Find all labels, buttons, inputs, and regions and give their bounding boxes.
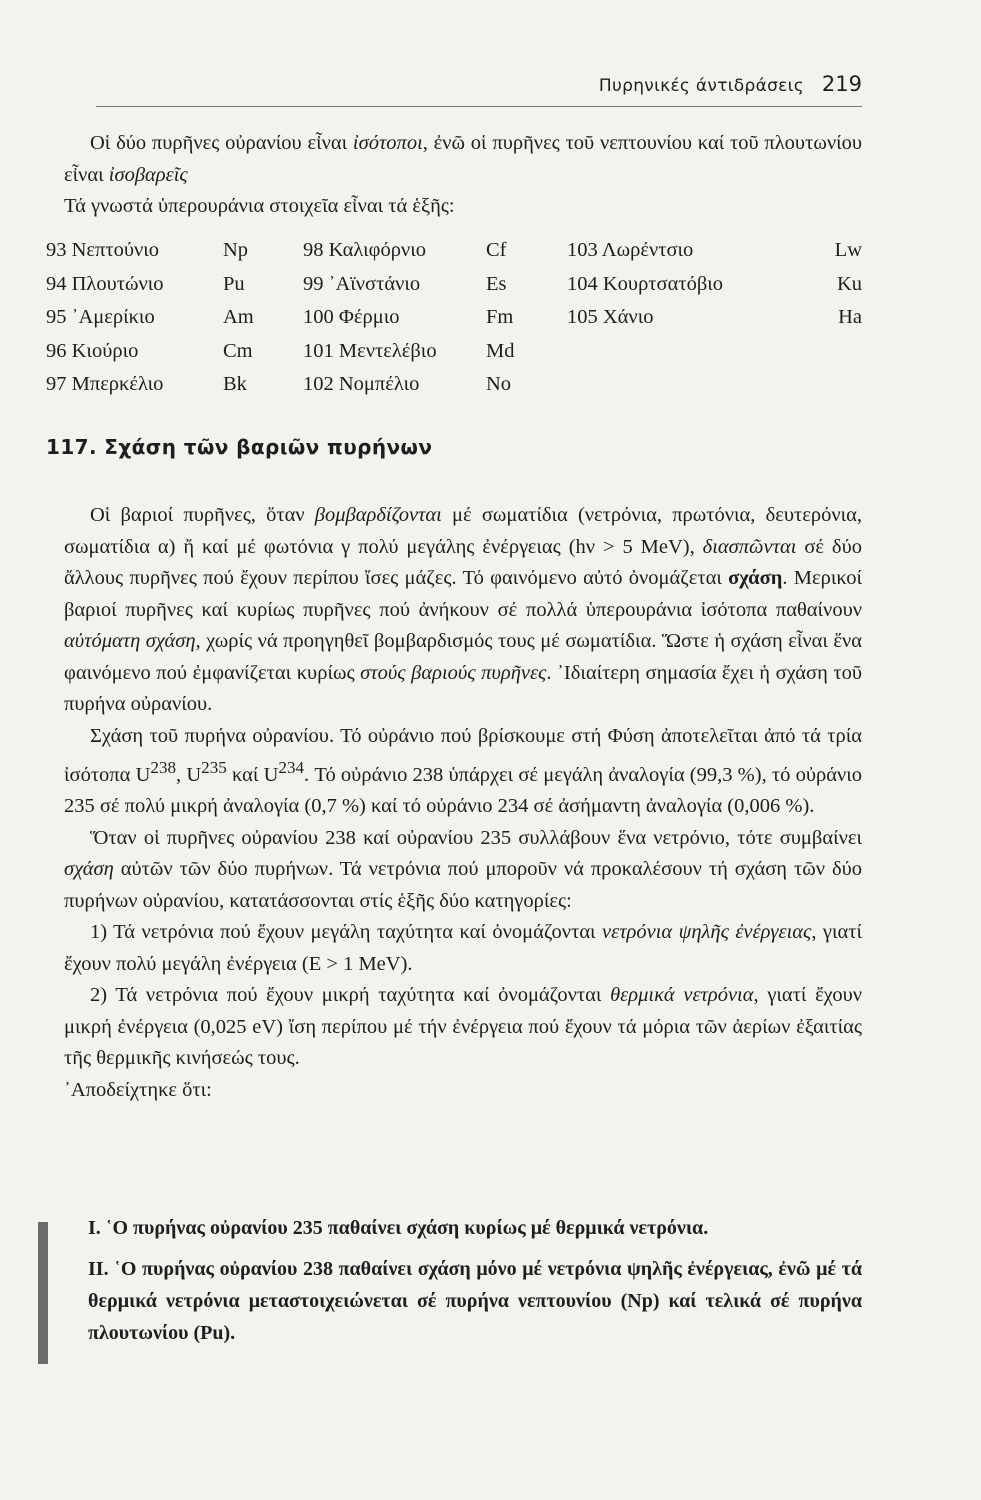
element-row xyxy=(46,239,862,273)
element-name: 95 ᾿Αμερίκιο xyxy=(46,306,155,328)
element-symbol: Md xyxy=(486,339,515,362)
element-name xyxy=(567,340,777,374)
element-symbol: Lw xyxy=(834,239,862,261)
element-name: 104 Κουρτσατόβιο xyxy=(567,272,724,295)
uranium-subheading: Σχάση τοῦ πυρήνα οὐρανίου. xyxy=(90,724,335,747)
element-name: 94 Πλουτώνιο xyxy=(46,272,164,295)
element-symbol: Fm xyxy=(486,306,514,328)
element-symbol: Es xyxy=(486,272,507,295)
fission-text xyxy=(64,500,862,1106)
element-name: 93 Νεπτούνιο xyxy=(46,239,160,261)
element-symbol: Am xyxy=(223,306,254,328)
element-symbol: Np xyxy=(223,239,249,261)
element-symbol xyxy=(777,340,862,374)
finding-2: II. ῾Ο πυρήνας οὐρανίου 238 παθαίνει σχάση μόνο μέ νετρόνια ψηλῆς ἐνέργειας, ἐνῶ μέ τά θερμικά νετρόνια μεταστοιχειώνεται σέ πυρήνα νεπτουνίου (Np) καί τελικά σέ πυρήνα πλουτωνίου (Pu). xyxy=(88,1258,863,1344)
element-row xyxy=(46,373,862,407)
element-name: 103 Λωρέντσιο xyxy=(567,239,694,261)
element-name: 99 ᾿Αϊνστάνιο xyxy=(303,272,421,295)
intro-paragraph xyxy=(64,128,862,223)
element-name: 100 Φέρμιο xyxy=(303,306,400,328)
element-name: 102 Νομπέλιο xyxy=(303,373,420,395)
element-symbol: No xyxy=(486,373,512,395)
element-name: 98 Καλιφόρνιο xyxy=(303,239,426,261)
element-symbol: Cf xyxy=(486,239,507,261)
element-name: 97 Μπερκέλιο xyxy=(46,373,164,395)
element-symbol: Cm xyxy=(223,339,253,362)
element-row xyxy=(46,340,862,374)
element-row xyxy=(46,306,862,340)
header-rule xyxy=(96,106,862,107)
element-name xyxy=(567,373,777,407)
element-symbol: Bk xyxy=(223,373,247,395)
page-number: 219 xyxy=(821,72,862,96)
element-name: 96 Κιούριο xyxy=(46,339,139,362)
element-symbol: Pu xyxy=(223,272,245,295)
fission-paragraph-1: Οἱ βαριοί πυρῆνες, ὅταν βομβαρδίζονται μέ σωματίδια (νετρόνια, πρωτόνια, δευτερόνια, σωματίδια α) ἤ καί μέ φωτόνια γ πολύ μεγάλης ἐνέργειας (hν > 5 MeV), διασπῶνται σέ δύο ἄλλους πυρῆνες πού ἔχουν περίπου ἴσες μάζες. Τό φαινόμενο αὐτό ὀνομάζεται σχάση. Μερικοί βαριοί πυρῆνες καί κυρίως πυρῆνες πού ἀνήκουν σέ πολλά ὑπερουράνια ἰσότοπα παθαίνουν αὐτόματη σχάση, χωρίς νά προηγηθεῖ βομβαρδισμός τους μέ σωματίδια. Ὥστε ἡ σχάση εἶναι ἕνα φαινόμενο πού ἐμφανίζεται κυρίως στούς βαριούς πυρῆνες. ᾿Ιδιαίτερη σημασία ἔχει ἡ σχάση τοῦ πυρήνα οὐρανίου. xyxy=(64,504,863,715)
findings-box xyxy=(88,1212,862,1358)
element-symbol: Ha xyxy=(838,306,862,328)
neutron-category-1: 1) Τά νετρόνια πού ἔχουν μεγάλη ταχύτητα καί ὀνομάζονται νετρόνια ψηλῆς ἐνέργειας, γιατί ἔχουν πολύ μεγάλη ἐνέργεια (E > 1 MeV). xyxy=(64,921,862,975)
neutron-category-2: 2) Τά νετρόνια πού ἔχουν μικρή ταχύτητα καί ὀνομάζονται θερμικά νετρόνια, γιατί ἔχουν μικρή ἐνέργεια (0,025 eV) ἴση περίπου μέ τήν ἐνέργεια πού ἔχουν τά μόρια τῶν ἀερίων ἐξαιτίας τῆς θερμικῆς κινήσεώς τους. xyxy=(64,984,862,1070)
fission-paragraph-2: Σχάση τοῦ πυρήνα οὐρανίου. Τό οὐράνιο πού βρίσκουμε στή Φύση ἀποτελεῖται ἀπό τά τρία ἰσότοπα $U^{238}$, $U^{235}$ καί $U^{234}$. Τό οὐράνιο 238 ὑπάρχει σέ μεγάλη ἀναλογία (99,3 %), τό οὐράνιο 235 σέ πολύ μικρή ἀναλογία (0,7 %) καί τό οὐράνιο 234 σέ ἀσήμαντη ἀναλογία (0,006 %). xyxy=(64,724,863,818)
element-name: 105 Χάνιο xyxy=(567,306,654,328)
finding-1: I. ῾Ο πυρήνας οὐρανίου 235 παθαίνει σχάση κυρίως μέ θερμικά νετρόνια. xyxy=(88,1217,709,1239)
transuranic-elements-table xyxy=(46,239,862,407)
isotopes-sentence: Οἱ δύο πυρῆνες οὐρανίου εἶναι ἰσότοποι, ἐνῶ οἱ πυρῆνες τοῦ νεπτουνίου καί τοῦ πλουτωνίου εἶναι ἰσοβαρεῖς xyxy=(64,132,863,186)
element-name: 101 Μεντελέβιο xyxy=(303,339,437,362)
element-row xyxy=(46,273,862,307)
fission-paragraph-3: Ὅταν οἱ πυρῆνες οὐρανίου 238 καί οὐρανίου 235 συλλάβουν ἕνα νετρόνιο, τότε συμβαίνει σχάση αὐτῶν τῶν δύο πυρήνων. Τά νετρόνια πού μποροῦν νά προκαλέσουν τή σχάση τῶν δύο πυρήνων οὐρανίου, κατατάσσονται στίς ἑξῆς δύο κατηγορίες: xyxy=(64,826,862,912)
elements-intro: Τά γνωστά ὑπερουράνια στοιχεῖα εἶναι τά ἑξῆς: xyxy=(64,195,455,217)
element-symbol: Ku xyxy=(836,272,862,295)
emphasis-bar xyxy=(38,1222,48,1364)
running-title: Πυρηνικές άντιδράσεις xyxy=(598,76,804,96)
proven-statement: ᾿Αποδείχτηκε ὅτι: xyxy=(64,1078,212,1101)
element-symbol xyxy=(777,373,862,407)
section-heading: 117. Σχάση τῶν βαριῶν πυρήνων xyxy=(46,435,433,459)
page-header xyxy=(96,70,862,104)
